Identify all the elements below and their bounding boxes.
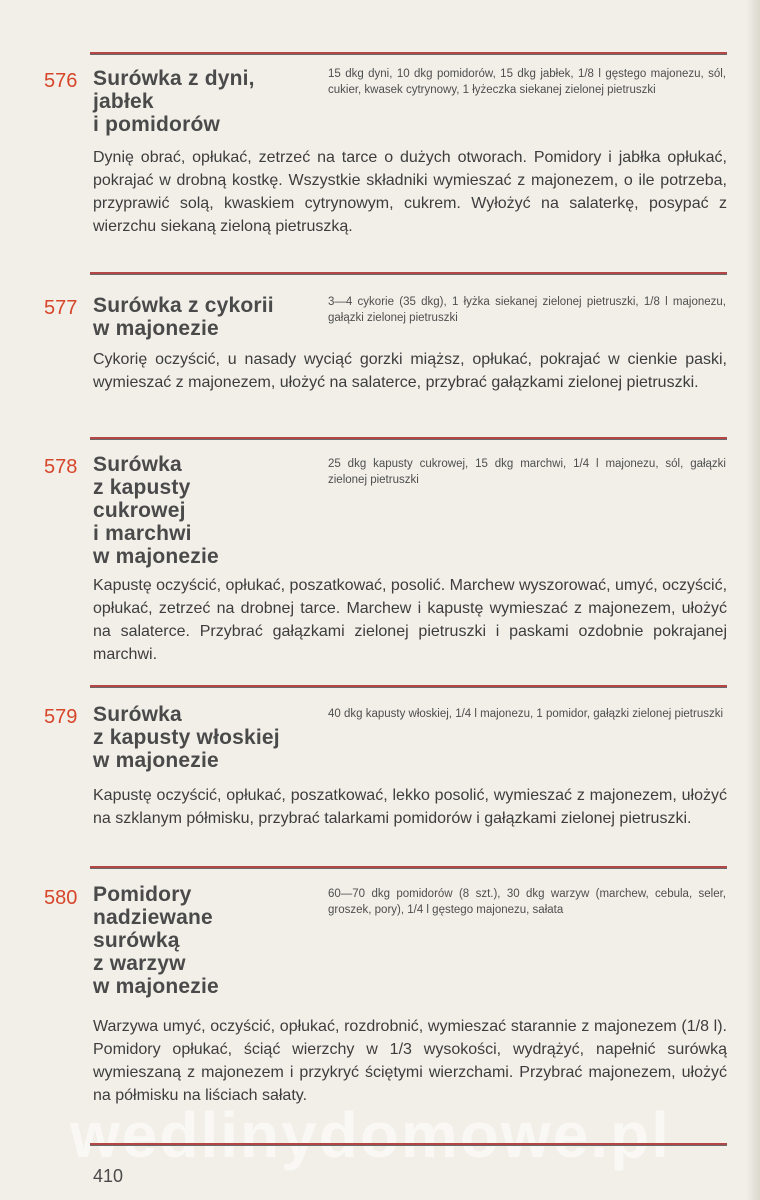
recipe-title-line: w majonezie <box>93 749 219 772</box>
recipe-number: 579 <box>44 706 78 728</box>
recipe-title <box>93 294 274 340</box>
recipe-title-line: i pomidorów <box>93 113 221 136</box>
recipe-title-line: z kapusty włoskiej <box>93 726 280 749</box>
section-divider <box>90 685 727 688</box>
recipe-title-line: Surówka <box>93 453 182 476</box>
section-divider <box>90 437 727 440</box>
recipe-title-line: w majonezie <box>93 545 219 568</box>
recipe-title <box>93 883 219 998</box>
recipe-title <box>93 703 280 772</box>
page-number: 410 <box>93 1166 124 1186</box>
recipe-description: Kapustę oczyścić, opłukać, poszatkować, posolić. Marchew wyszorować, umyć, oczyścić, opłukać, zetrzeć na drobnej tarce. Marchew i kapustę wymieszać z majonezem, ułożyć na salaterce. Przybrać gałązkami zielonej pietruszki i paskami ozdobnie pokrajanej marchwi. <box>93 577 728 663</box>
recipe-ingredients: 60—70 dkg pomidorów (8 szt.), 30 dkg warzyw (marchew, cebula, seler, groszek, pory), 1/4 l gęstego majonezu, sałata <box>328 888 726 916</box>
recipe-description: Cykorię oczyścić, u nasady wyciąć gorzki miąższ, opłukać, pokrajać w cienkie paski, wymieszać z majonezem, ułożyć na salaterce, przybrać gałązkami zielonej pietruszki. <box>93 351 727 391</box>
recipe-number: 577 <box>44 297 78 319</box>
recipe-ingredients: 3—4 cykorie (35 dkg), 1 łyżka siekanej zielonej pietruszki, 1/8 l majonezu, gałązki zielonej pietruszki <box>328 296 726 324</box>
section-divider <box>90 1143 727 1146</box>
recipe-title-line: Surówka z dyni, <box>93 67 255 90</box>
recipe-title-line: cukrowej <box>93 499 186 522</box>
recipe-title-line: Surówka z cykorii <box>93 294 274 317</box>
recipe-title-line: Surówka <box>93 703 182 726</box>
recipe-ingredients: 25 dkg kapusty cukrowej, 15 dkg marchwi, 1/4 l majonezu, sól, gałązki zielonej pietruszki <box>328 458 726 486</box>
recipe-title-line: z kapusty <box>93 476 191 499</box>
recipe-number: 580 <box>44 887 78 909</box>
recipe-title-line: w majonezie <box>93 317 219 340</box>
recipe-title-line: nadziewane <box>93 906 213 929</box>
recipe-title-line: i marchwi <box>93 522 192 545</box>
recipe-title-line: jabłek <box>93 90 154 113</box>
recipe-number: 576 <box>44 70 78 92</box>
recipe-description: Kapustę oczyścić, opłukać, poszatkować, lekko posolić, wymieszać z majonezem, ułożyć na szklanym półmisku, przybrać talarkami pomidorów i gałązkami zielonej pietruszki. <box>93 787 727 827</box>
section-divider <box>90 52 727 55</box>
recipe-title <box>93 67 255 136</box>
recipe-description: Warzywa umyć, oczyścić, opłukać, rozdrobnić, wymieszać starannie z majonezem (1/8 l). Pomidory opłukać, ściąć wierzchy w 1/3 wysokości, wydrążyć, napełnić surówką wymieszaną z majonezem i przykryć ściętymi wierzchami. Przybrać majonezem, ułożyć na półmisku na liściach sałaty. <box>93 1018 727 1104</box>
section-divider <box>90 272 727 275</box>
recipe-title <box>93 453 219 568</box>
recipe-title-line: w majonezie <box>93 975 219 998</box>
recipe-ingredients: 15 dkg dyni, 10 dkg pomidorów, 15 dkg jabłek, 1/8 l gęstego majonezu, sól, cukier, kwasek cytrynowy, 1 łyżeczka siekanej zielonej pietruszki <box>328 68 726 96</box>
recipe-number: 578 <box>44 456 78 478</box>
recipe-description: Dynię obrać, opłukać, zetrzeć na tarce o dużych otworach. Pomidory i jabłka opłukać, pokrajać w drobną kostkę. Wszystkie składniki wymieszać z majonezem, o ile potrzeba, przyprawić solą, kwaskiem cytrynowym, cukrem. Wyłożyć na salaterkę, posypać z wierzchu siekaną zieloną pietruszką. <box>93 149 727 235</box>
recipe-title-line: surówką <box>93 929 180 952</box>
recipe-ingredients: 40 dkg kapusty włoskiej, 1/4 l majonezu, 1 pomidor, gałązki zielonej pietruszki <box>328 708 724 720</box>
recipe-title-line: Pomidory <box>93 883 192 906</box>
section-divider <box>90 866 727 869</box>
recipe-title-line: z warzyw <box>93 952 186 975</box>
watermark: wedlinydomowe.pl <box>70 1099 671 1171</box>
page-edge <box>746 0 760 1200</box>
